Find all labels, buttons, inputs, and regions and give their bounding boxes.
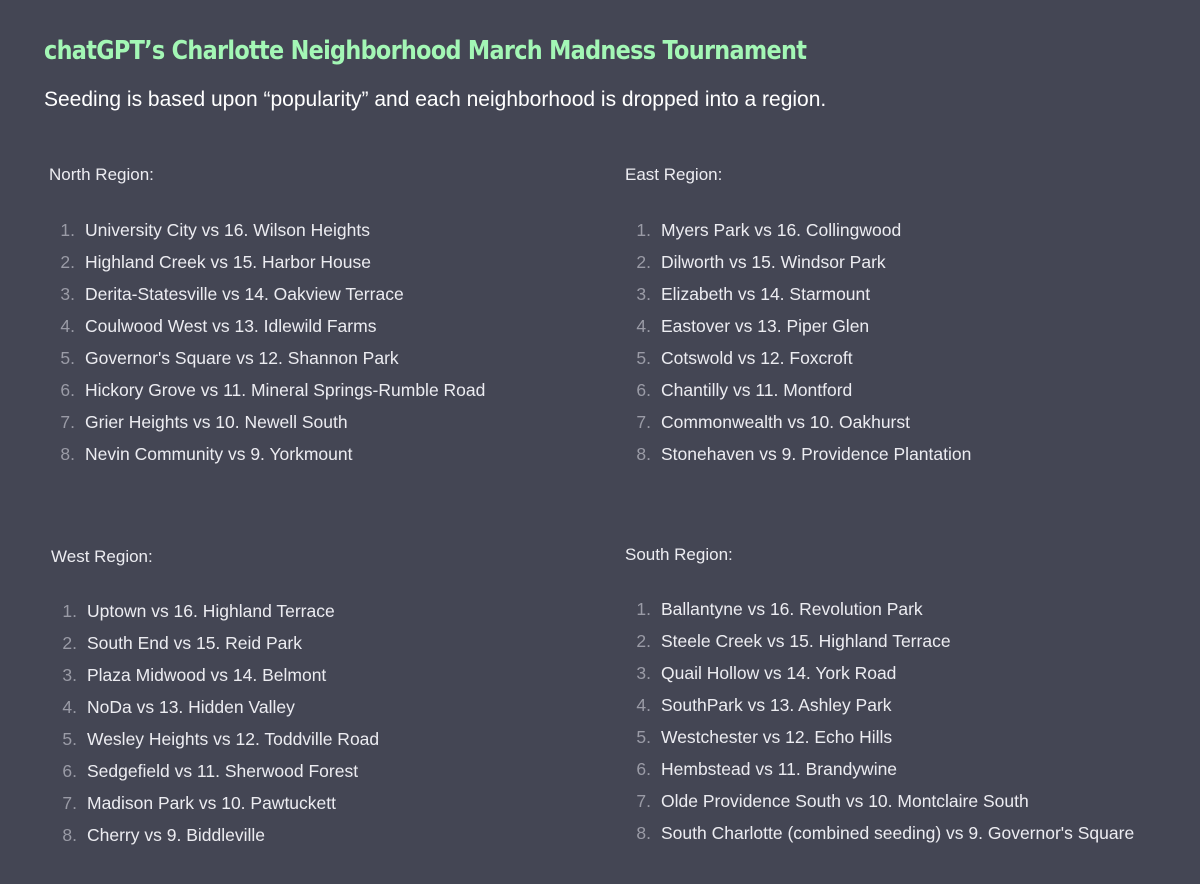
matchup-text: Nevin Community vs 9. Yorkmount	[85, 444, 353, 464]
west-region	[47, 546, 607, 851]
matchup-item	[47, 723, 607, 755]
matchup-text: Highland Creek vs 15. Harbor House	[85, 252, 371, 272]
seed-number: 8.	[636, 444, 651, 464]
seed-number: 3.	[60, 284, 75, 304]
seed-number: 8.	[62, 825, 77, 845]
seed-number: 1.	[62, 601, 77, 621]
east-region-title: East Region:	[625, 165, 723, 184]
matchup-text: Ballantyne vs 16. Revolution Park	[661, 599, 923, 619]
matchup-text: Elizabeth vs 14. Starmount	[661, 284, 871, 304]
matchup-item	[621, 753, 1181, 785]
matchup-text: Madison Park vs 10. Pawtuckett	[87, 793, 336, 813]
matchup-item	[621, 374, 1181, 406]
matchup-item	[621, 785, 1181, 817]
south-region-title: South Region:	[625, 545, 733, 564]
matchup-item	[621, 438, 1181, 470]
matchup-text: Plaza Midwood vs 14. Belmont	[87, 665, 327, 685]
matchup-item	[621, 278, 1181, 310]
seed-number: 6.	[62, 761, 77, 781]
seed-number: 4.	[60, 316, 75, 336]
matchup-text: South End vs 15. Reid Park	[87, 633, 302, 653]
matchup-text: NoDa vs 13. Hidden Valley	[87, 697, 295, 717]
matchup-item	[45, 342, 605, 374]
matchup-item	[621, 406, 1181, 438]
seed-number: 6.	[636, 380, 651, 400]
seed-number: 4.	[636, 316, 651, 336]
matchup-text: Westchester vs 12. Echo Hills	[661, 727, 893, 747]
matchup-text: Hembstead vs 11. Brandywine	[661, 759, 898, 779]
seed-number: 4.	[636, 695, 651, 715]
seed-number: 6.	[60, 380, 75, 400]
west-region-title: West Region:	[51, 547, 153, 566]
seed-number: 3.	[636, 284, 651, 304]
seed-number: 1.	[636, 599, 651, 619]
north-region	[45, 164, 605, 470]
matchup-item	[45, 278, 605, 310]
seed-number: 7.	[636, 412, 651, 432]
matchup-item	[621, 721, 1181, 753]
matchup-text: Sedgefield vs 11. Sherwood Forest	[87, 761, 359, 781]
matchup-text: Eastover vs 13. Piper Glen	[661, 316, 870, 336]
seed-number: 5.	[60, 348, 75, 368]
matchup-item	[47, 691, 607, 723]
matchup-text: Cotswold vs 12. Foxcroft	[661, 348, 853, 368]
matchup-item	[621, 817, 1181, 849]
matchup-text: Wesley Heights vs 12. Toddville Road	[87, 729, 380, 749]
matchup-item	[621, 625, 1181, 657]
matchup-text: SouthPark vs 13. Ashley Park	[661, 695, 892, 715]
seed-number: 8.	[60, 444, 75, 464]
matchup-text: Dilworth vs 15. Windsor Park	[661, 252, 886, 272]
south-region	[621, 544, 1181, 849]
seed-number: 5.	[62, 729, 77, 749]
matchup-item	[621, 593, 1181, 625]
matchup-text: Cherry vs 9. Biddleville	[87, 825, 265, 845]
page-subtitle: Seeding is based upon “popularity” and each neighborhood is dropped into a region.	[44, 88, 827, 111]
seed-number: 5.	[636, 727, 651, 747]
matchup-item	[47, 627, 607, 659]
matchup-text: Derita-Statesville vs 14. Oakview Terrace	[85, 284, 404, 304]
seed-number: 8.	[636, 823, 651, 843]
matchup-item	[45, 374, 605, 406]
matchup-item	[621, 214, 1181, 246]
east-region	[621, 164, 1181, 470]
matchup-text: Grier Heights vs 10. Newell South	[85, 412, 348, 432]
matchup-item	[47, 595, 607, 627]
matchup-item	[621, 342, 1181, 374]
matchup-text: Uptown vs 16. Highland Terrace	[87, 601, 335, 621]
west-matchup-list	[47, 595, 607, 851]
matchup-text: South Charlotte (combined seeding) vs 9. Governor's Square	[661, 823, 1135, 843]
seed-number: 2.	[62, 633, 77, 653]
seed-number: 7.	[636, 791, 651, 811]
matchup-item	[47, 659, 607, 691]
matchup-item	[45, 438, 605, 470]
north-matchup-list	[45, 214, 605, 470]
matchup-text: Olde Providence South vs 10. Montclaire South	[661, 791, 1029, 811]
matchup-item	[45, 246, 605, 278]
matchup-text: Myers Park vs 16. Collingwood	[661, 220, 902, 240]
seed-number: 2.	[60, 252, 75, 272]
matchup-text: University City vs 16. Wilson Heights	[85, 220, 370, 240]
matchup-item	[45, 310, 605, 342]
north-region-title: North Region:	[49, 165, 154, 184]
seed-number: 6.	[636, 759, 651, 779]
seed-number: 7.	[60, 412, 75, 432]
matchup-text: Coulwood West vs 13. Idlewild Farms	[85, 316, 377, 336]
seed-number: 2.	[636, 631, 651, 651]
seed-number: 1.	[636, 220, 651, 240]
matchup-text: Stonehaven vs 9. Providence Plantation	[661, 444, 972, 464]
matchup-item	[47, 787, 607, 819]
page-title: chatGPT’s Charlotte Neighborhood March Madness Tournament	[44, 36, 807, 66]
seed-number: 7.	[62, 793, 77, 813]
seed-number: 3.	[62, 665, 77, 685]
matchup-item	[45, 406, 605, 438]
matchup-item	[45, 214, 605, 246]
seed-number: 3.	[636, 663, 651, 683]
matchup-item	[47, 755, 607, 787]
matchup-text: Commonwealth vs 10. Oakhurst	[661, 412, 910, 432]
matchup-text: Hickory Grove vs 11. Mineral Springs-Rumble Road	[85, 380, 486, 400]
seed-number: 4.	[62, 697, 77, 717]
matchup-text: Quail Hollow vs 14. York Road	[661, 663, 897, 683]
matchup-item	[47, 819, 607, 851]
east-matchup-list	[621, 214, 1181, 470]
matchup-text: Steele Creek vs 15. Highland Terrace	[661, 631, 951, 651]
matchup-text: Governor's Square vs 12. Shannon Park	[85, 348, 399, 368]
matchup-text: Chantilly vs 11. Montford	[661, 380, 853, 400]
matchup-item	[621, 689, 1181, 721]
seed-number: 2.	[636, 252, 651, 272]
matchup-item	[621, 310, 1181, 342]
seed-number: 1.	[60, 220, 75, 240]
matchup-item	[621, 246, 1181, 278]
south-matchup-list	[621, 593, 1181, 849]
seed-number: 5.	[636, 348, 651, 368]
matchup-item	[621, 657, 1181, 689]
